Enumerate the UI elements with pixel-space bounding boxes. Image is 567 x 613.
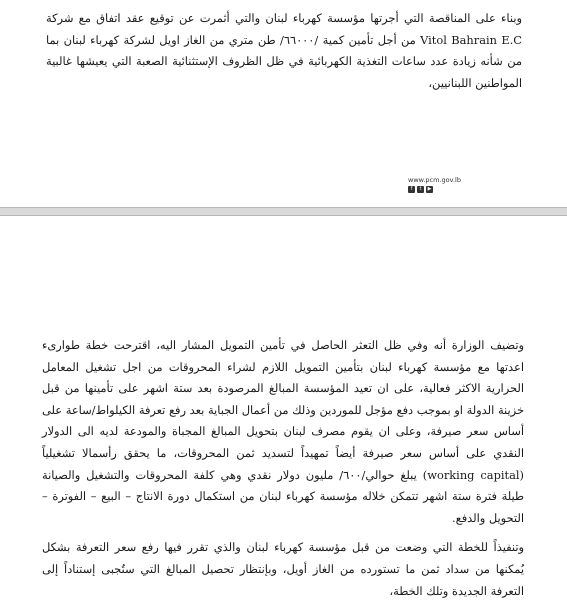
social-icons <box>408 186 433 193</box>
paragraph-implementation-text: وتنفيذاً للخطة التي وضعت من قبل مؤسسة كهرباء لبنان والذي تقرر فيها رفع سعر التعرفة بشكل يُمكنها من سداد ثمن ما تستورده من الغاز أويل، وبإنتظار تحصيل المبالغ التي ستُجبى إستناداً إلى التعرفة الجديدة وتلك الخطة، <box>42 540 524 598</box>
youtube-icon: ▶ <box>427 186 432 192</box>
twitter-icon: t <box>417 186 424 193</box>
facebook-icon: f <box>408 186 415 193</box>
paragraph-tender: وبناء على المناقصة التي أجرتها مؤسسة كهرباء لبنان والتي أثمرت عن توقيع عقد اتفاق مع شركة Vitol Bahrain E.C من أجل تأمين كمية /٦٦٠٠٠/ طن متري من الغاز اويل لشركة كهرباء لبنان بما من شأنه زيادة عدد ساعات التغذية الكهربائية في ظل الظروف الإستثنائية الصعبة التي يعيشها غالبية المواطنين اللبنانيين، <box>46 11 522 90</box>
footer-url: www.pcm.gov.lb <box>408 176 461 184</box>
page-separator <box>0 207 567 216</box>
paragraph-emergency-plan <box>42 335 524 602</box>
document-page-1 <box>0 0 567 207</box>
paragraph-emergency-plan-text: وتضيف الوزارة أنه وفي ظل التعثر الحاصل في تأمين التمويل المشار اليه، اقترحت خطة طوارىء اعدتها مع مؤسسة كهرباء لبنان بتأمين التمويل اللازم لشراء المحروقات من اجل تشغيل المعامل الحرارية الاكثر فعالية، على ان تعيد المؤسسة المبالغ المرصودة بعد ستة اشهر على تأمينها من قبل خزينة الدولة او بموجب دفع مؤجل للموردين وذلك من أعمال الجباية بعد رفع تعرفة الكيلواط/ساعة على أساس سعر صيرفة، وعلى ان يقوم مصرف لبنان بتحويل المبالغ المجباة والمودعة لديه الى الدولار النقدي على أساس سعر صيرفة أيضاً تمهيداً لتسديد ثمن المحروقات، ما يحقق رأسمالا تشغيلياً (working capital) يبلغ حوالي/٦٠٠/ مليون دولار نقدي وهي كلفة المحروقات والتشغيل والصيانة طيلة فترة ستة اشهر تتمكن خلاله مؤسسة كهرباء لبنان من استكمال دورة الانتاج – البيع – الفوترة – التحويل والدفع. <box>42 338 524 525</box>
